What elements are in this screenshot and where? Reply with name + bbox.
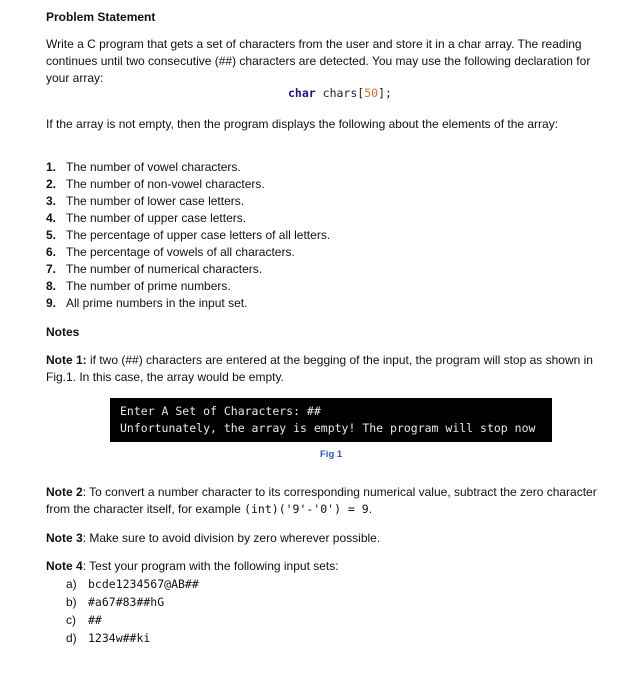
figure-caption: Fig 1 <box>320 449 343 460</box>
array-declaration <box>288 86 392 100</box>
list-item: 2. The number of non-vowel characters. <box>46 177 265 191</box>
decl-size: 50 <box>364 86 379 100</box>
input-set-c: c) ## <box>66 613 102 627</box>
note-1: Note 1: if two (##) characters are entered at the begging of the input, the program will stop as shown in Fig.1. In this case, the array would be empty. <box>46 353 593 384</box>
terminal-output <box>110 398 552 442</box>
intro-paragraph: Write a C program that gets a set of characters from the user and store it in a char array. The reading continues until two consecutive (##) characters are detected. You may use the following declaration for your array: <box>46 37 591 85</box>
input-set-b: b) #a67#83##hG <box>66 595 165 609</box>
list-item: 3. The number of lower case letters. <box>46 194 245 208</box>
list-item: 9. All prime numbers in the input set. <box>46 296 248 310</box>
note-2-label: Note 2 <box>46 485 83 499</box>
requirements-list <box>46 159 586 312</box>
list-item: 8. The number of prime numbers. <box>46 279 231 293</box>
input-set-d: d) 1234w##ki <box>66 631 151 645</box>
list-item: 1. The number of vowel characters. <box>46 160 241 174</box>
notes-heading: Notes <box>46 325 80 339</box>
condition-paragraph: If the array is not empty, then the program displays the following about the elements of the array: <box>46 117 559 131</box>
note-3: Note 3: Make sure to avoid division by zero wherever possible. <box>46 531 381 545</box>
list-item: 7. The number of numerical characters. <box>46 262 263 276</box>
terminal-line-2: Unfortunately, the array is empty! The program will stop now <box>120 421 536 435</box>
decl-close: ]; <box>378 86 392 100</box>
terminal-line-1: Enter A Set of Characters: ## <box>120 404 321 418</box>
decl-name: chars <box>322 86 358 100</box>
list-item: 6. The percentage of vowels of all characters. <box>46 245 295 259</box>
note-2: Note 2: To convert a number character to its corresponding numerical value, subtract the zero character from the character itself, for example (int)('9'-'0') = 9. <box>46 485 597 516</box>
input-set-a: a) bcde1234567@AB## <box>66 577 199 591</box>
note-4-label: Note 4 <box>46 559 83 573</box>
note-2-code: (int)('9'-'0') = 9 <box>244 502 369 516</box>
list-item: 5. The percentage of upper case letters of all letters. <box>46 228 331 242</box>
note-4: Note 4: Test your program with the following input sets: <box>46 559 339 573</box>
note-3-label: Note 3 <box>46 531 83 545</box>
decl-open: [ <box>357 86 365 100</box>
list-item: 4. The number of upper case letters. <box>46 211 247 225</box>
note-1-label: Note 1: <box>46 353 87 367</box>
problem-heading: Problem Statement <box>46 10 156 24</box>
decl-keyword: char <box>288 86 316 100</box>
